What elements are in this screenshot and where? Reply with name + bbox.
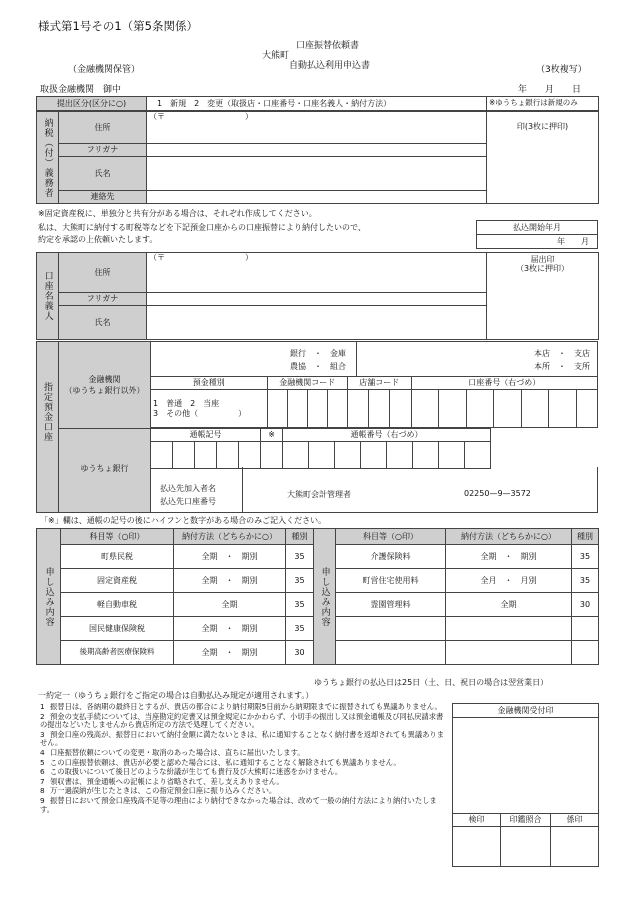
item-method[interactable]: 全期: [446, 593, 572, 617]
deposit-kind-2[interactable]: 3 その他（ ）: [153, 408, 247, 418]
item-code: 35: [572, 569, 599, 593]
bank-type-2: 農協 ・ 組合: [290, 362, 346, 371]
item-code: 35: [286, 569, 314, 593]
taxpayer-contact-field[interactable]: [147, 191, 487, 204]
col-account-number: 口座番号（右づめ）: [411, 377, 597, 390]
account-digit[interactable]: [494, 390, 522, 428]
col-item-left: 科目等（○印）: [61, 529, 174, 545]
joint-note: ※固定資産税に、単独分と共有分がある場合は、それぞれ作成してください。: [38, 209, 317, 218]
account-digit[interactable]: [576, 390, 597, 428]
item-code: 30: [572, 593, 599, 617]
yucho-label: ゆうちょ銀行: [80, 464, 129, 473]
taxpayer-group-label: 納税（付）義務者: [42, 117, 53, 198]
item-code: 35: [286, 617, 314, 641]
item-method[interactable]: 全期 ・ 期別: [174, 569, 286, 593]
taxpayer-name-field[interactable]: [147, 157, 487, 191]
taxpayer-seal-note: 印(3枚に押印): [516, 122, 569, 131]
deposit-kind-1[interactable]: 1 普通 2 当座: [153, 399, 220, 409]
taxpayer-name-label: 氏名: [59, 157, 147, 191]
bank-name-divider: [356, 341, 357, 377]
submission-note: ※ゆうちょ銀行は新規のみ: [487, 97, 599, 111]
branch-code-digit[interactable]: [390, 390, 411, 428]
number-digit[interactable]: [335, 442, 361, 469]
holder-postal: （〒 ）: [149, 253, 253, 262]
copies-note: （3枚複写）: [536, 65, 587, 75]
number-digit[interactable]: [283, 442, 309, 469]
submission-label: 提出区分(区分に○): [37, 97, 147, 111]
start-date-table: [476, 220, 598, 249]
terms-list: [40, 703, 446, 815]
terms-title: 一約定一（ゆうちょ銀行をご指定の場合は自動払込み規定が適用されます。）: [38, 691, 314, 700]
holder-furigana-field[interactable]: [147, 293, 487, 306]
start-date-label: 払込開始年月: [477, 221, 598, 235]
account-digit[interactable]: [549, 390, 577, 428]
item-row[interactable]: 霊園管理料: [336, 593, 446, 617]
item-row[interactable]: 国民健康保険税: [61, 617, 174, 641]
items-group-label-right: 申し込み内容: [319, 566, 330, 627]
col-mark: ※: [261, 429, 283, 442]
item-method[interactable]: 全期 ・ 期別: [174, 617, 286, 641]
col-method-left: 納付方法（どちらかに○）: [174, 529, 286, 545]
term-item: 3 預金口座の残高が、振替日において納付金額に満たないときは、私に通知することなく納付書を返却されても異議ありません。: [40, 729, 445, 748]
col-branch-code: 店舗コード: [348, 377, 412, 390]
yucho-table: [150, 428, 599, 469]
payee-label-2: 払込先口座番号: [160, 497, 216, 506]
taxpayer-seal-box[interactable]: [487, 112, 599, 204]
town-name: 大熊町: [262, 51, 290, 61]
item-method-empty[interactable]: [446, 617, 572, 641]
holder-name-label: 氏名: [59, 306, 147, 340]
item-row[interactable]: 町営住宅使用料: [336, 569, 446, 593]
seal-match-box[interactable]: [501, 827, 551, 867]
taxpayer-postal: （〒 ）: [149, 112, 253, 121]
stamp-table: [452, 703, 599, 867]
item-method-empty[interactable]: [446, 641, 572, 665]
term-item: 9 振替日において預金口座残高不足等の理由により納付できなかった場合は、改めて一般の納付方法により納付いたします。: [40, 796, 437, 814]
taxpayer-furigana-label: フリガナ: [59, 144, 147, 157]
item-row[interactable]: 固定資産税: [61, 569, 174, 593]
account-digit[interactable]: [411, 390, 439, 428]
addressee: 取扱金融機関 御中: [40, 85, 122, 95]
bank-group-box: [36, 341, 59, 513]
holder-name-field[interactable]: [147, 306, 487, 340]
col-method-right: 納付方法（どちらかに○）: [446, 529, 572, 545]
item-code: 35: [286, 593, 314, 617]
item-row-empty[interactable]: [336, 617, 446, 641]
item-code-empty: [572, 617, 599, 641]
yucho-payment-note: ゆうちょ銀行の払込日は25日（土、日、祝日の場合は翌営業日）: [314, 678, 549, 687]
term-item: 1 振替日は、各納期の最終日とするが、貴店の都合により納付期限5日前から納期限までに振替されても異議ありません。: [40, 703, 442, 711]
number-digit[interactable]: [413, 442, 439, 469]
item-method[interactable]: 全期 ・ 期別: [174, 641, 286, 665]
holder-seal-note: （3枚に押印）: [515, 264, 570, 274]
col-type-left: 種別: [286, 529, 314, 545]
stamp-area[interactable]: [453, 718, 599, 814]
taxpayer-address-field[interactable]: [147, 112, 487, 144]
number-digit[interactable]: [309, 442, 335, 469]
item-row[interactable]: 町県民税: [61, 545, 174, 569]
payee-name: 大熊町会計管理者: [287, 490, 351, 499]
col-passbook-number: 通帳番号（右づめ）: [283, 429, 491, 442]
mark-digit[interactable]: [261, 442, 283, 469]
branch-type-1: 本店 ・ 支店: [534, 349, 590, 358]
item-method[interactable]: 全月 ・ 月別: [446, 569, 572, 593]
mark-note: 「※」欄は、通帳の記号の後にハイフンと数字がある場合のみご記入ください。: [40, 516, 327, 525]
item-row[interactable]: 軽自動車税: [61, 593, 174, 617]
custody-note: （金融機関保管）: [68, 65, 141, 75]
bank-code-digit[interactable]: [267, 390, 287, 428]
taxpayer-furigana-field[interactable]: [147, 144, 487, 157]
items-table: [36, 528, 599, 665]
bank-code-digit[interactable]: [287, 390, 307, 428]
item-code: 30: [286, 641, 314, 665]
term-item: 4 口座振替依頼についての変更・取消のあった場合は、直ちに届出いたします。: [40, 748, 305, 758]
col-bank-code: 金融機関コード: [267, 377, 348, 390]
request-line-1: 私は、大熊町に納付する町税等などを下記預金口座からの口座振替により納付したいので、: [38, 223, 366, 232]
taxpayer-address-label: 住所: [59, 112, 147, 144]
branch-code-digit[interactable]: [369, 390, 390, 428]
term-item: 5 この口座振替依頼は、貴店が必要と認めた場合には、私に通知することなく解除されても異議ありません。: [40, 757, 401, 767]
bank-type-1: 銀行 ・ 金庫: [290, 349, 346, 358]
form-title-1: 口座振替依頼書: [296, 41, 360, 51]
term-item: 2 預金の支払手続については、当座勘定約定書又は預金規定にかかわらず、小切手の振出し又は預金通帳及び同払戻請求書の提出などいたしませんから貴店所定の方法で処理してください。: [40, 711, 444, 730]
number-digit[interactable]: [439, 442, 465, 469]
symbol-digit[interactable]: [173, 442, 195, 469]
holder-group-label: 口座名義人: [42, 271, 53, 321]
taxpayer-contact-label: 連絡先: [59, 191, 147, 204]
term-item: 6 この取扱いについて後日どのような紛議が生じても貴行及び大熊町に迷惑をかけません。: [40, 767, 343, 777]
col-deposit-kind: 預金種別: [151, 377, 268, 390]
item-code: 35: [286, 545, 314, 569]
item-row[interactable]: 後期高齢者医療保険料: [61, 641, 174, 665]
term-item: 8 万一過誤納が生じたときは、この指定預金口座に振り込みください。: [40, 786, 277, 796]
holder-table: [36, 252, 599, 340]
form-number: 様式第1号その1（第5条関係）: [38, 19, 198, 33]
item-code: 35: [572, 545, 599, 569]
item-code-empty: [572, 641, 599, 665]
bank-group-label: 指定預金口座: [42, 382, 52, 442]
symbol-digit[interactable]: [151, 442, 173, 469]
number-digit[interactable]: [387, 442, 413, 469]
item-row-empty[interactable]: [336, 641, 446, 665]
check-stamp-box[interactable]: [453, 827, 501, 867]
staff-stamp-box[interactable]: [551, 827, 599, 867]
term-item: 7 領収書は、預金通帳への記帳により省略されて、差し支えありません。: [40, 776, 284, 786]
symbol-digit[interactable]: [217, 442, 239, 469]
form-title-2: 自動払込利用申込書: [289, 61, 371, 71]
items-group-label-left: 申し込み内容: [43, 566, 54, 627]
holder-furigana-label: フリガナ: [59, 293, 147, 306]
account-digit[interactable]: [439, 390, 467, 428]
bank-code-digit[interactable]: [327, 390, 347, 428]
submission-table: [36, 96, 599, 111]
bank-label-2: （ゆうちょ銀行以外）: [64, 386, 145, 395]
number-digit[interactable]: [465, 442, 491, 469]
col-passbook-symbol: 通帳記号: [151, 429, 261, 442]
bank-code-digit[interactable]: [307, 390, 327, 428]
holder-seal-box[interactable]: [487, 253, 599, 340]
yucho-label-box: [58, 428, 151, 513]
holder-address-label: 住所: [59, 253, 147, 293]
payee-account: 02250—9—3572: [464, 489, 531, 498]
submission-options[interactable]: 1 新規 2 変更（取扱店・口座番号・口座名義人・納付方法）: [147, 97, 487, 111]
seal-match-label: 印鑑照合: [501, 814, 551, 827]
check-label: 検印: [453, 814, 501, 827]
col-item-right: 科目等（○印）: [336, 529, 446, 545]
start-date-field[interactable]: 年 月: [477, 235, 598, 249]
bank-name-box[interactable]: [150, 341, 598, 377]
account-digit[interactable]: [466, 390, 494, 428]
branch-type-2: 本所 ・ 支所: [534, 362, 590, 371]
holder-seal-title: 届出印: [530, 255, 555, 264]
col-type-right: 種別: [572, 529, 599, 545]
item-method[interactable]: 全期: [174, 593, 286, 617]
payee-label-1: 払込先加入者名: [160, 484, 216, 493]
bank-code-table: [150, 376, 598, 428]
date-field[interactable]: 年 月 日: [518, 85, 582, 95]
item-method[interactable]: 全期 ・ 期別: [446, 545, 572, 569]
symbol-digit[interactable]: [239, 442, 261, 469]
staff-label: 係印: [551, 814, 599, 827]
request-line-2: 約定を承認の上依頼いたします。: [38, 235, 158, 244]
item-method[interactable]: 全期 ・ 期別: [174, 545, 286, 569]
account-digit[interactable]: [521, 390, 549, 428]
symbol-digit[interactable]: [195, 442, 217, 469]
number-digit[interactable]: [361, 442, 387, 469]
branch-code-digit[interactable]: [348, 390, 369, 428]
holder-address-field[interactable]: [147, 253, 487, 293]
taxpayer-table: [36, 111, 599, 204]
bank-label-box: [58, 341, 151, 429]
bank-label-1: 金融機関: [88, 375, 121, 384]
item-row[interactable]: 介護保険料: [336, 545, 446, 569]
stamp-title: 金融機関受付印: [453, 704, 599, 718]
